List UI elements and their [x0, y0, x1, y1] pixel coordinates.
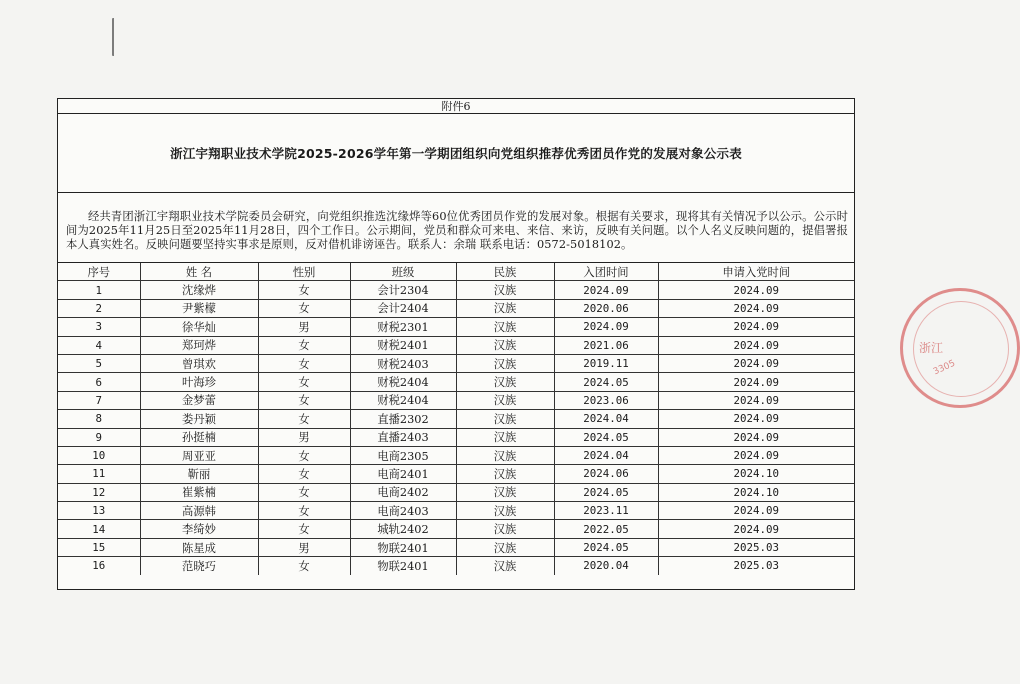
cell-class: 财税2401	[350, 336, 456, 354]
notice-paragraph: 经共青团浙江宇翔职业技术学院委员会研究，向党组织推选沈缘烨等60位优秀团员作党的发展对象。根据有关要求，现将其有关情况予以公示。公示时间为2025年11月25日至2025年11月28日，四个工作日。公示期间，党员和群众可来电、来信、来访，反映有关问题。以个人名义反映问题的，提倡署报本人真实姓名。反映问题要坚持实事求是原则，反对借机诽谤诬告。联系人：余瑞 联系电话：0572-5018102。	[58, 193, 854, 263]
cell-ethnicity: 汉族	[456, 446, 554, 464]
col-header-party-apply-date: 申请入党时间	[658, 263, 854, 281]
cell-index: 11	[58, 465, 140, 483]
cell-party-apply-date: 2025.03	[658, 538, 854, 556]
cell-ethnicity: 汉族	[456, 391, 554, 409]
page-title	[58, 114, 854, 193]
cell-league-date: 2024.05	[554, 373, 658, 391]
cell-index: 6	[58, 373, 140, 391]
cell-league-date: 2024.04	[554, 410, 658, 428]
cell-ethnicity: 汉族	[456, 520, 554, 538]
cell-class: 物联2401	[350, 557, 456, 575]
cell-ethnicity: 汉族	[456, 538, 554, 556]
cell-class: 会计2404	[350, 299, 456, 317]
cell-gender: 女	[258, 410, 350, 428]
cell-ethnicity: 汉族	[456, 373, 554, 391]
cell-name: 曾琪欢	[140, 354, 258, 372]
cell-index: 16	[58, 557, 140, 575]
cell-name: 郑珂烨	[140, 336, 258, 354]
cell-league-date: 2020.06	[554, 299, 658, 317]
table-row	[58, 557, 854, 575]
cell-party-apply-date: 2024.09	[658, 446, 854, 464]
cell-gender: 女	[258, 391, 350, 409]
cell-gender: 女	[258, 354, 350, 372]
table-row	[58, 373, 854, 391]
cell-index: 2	[58, 299, 140, 317]
table-row	[58, 538, 854, 556]
cell-name: 徐华灿	[140, 318, 258, 336]
official-seal	[900, 288, 1020, 408]
col-header-class: 班级	[350, 263, 456, 281]
table-row	[58, 391, 854, 409]
cell-ethnicity: 汉族	[456, 557, 554, 575]
cell-gender: 女	[258, 557, 350, 575]
cell-index: 14	[58, 520, 140, 538]
cell-party-apply-date: 2024.10	[658, 465, 854, 483]
col-header-ethnicity: 民族	[456, 263, 554, 281]
cell-ethnicity: 汉族	[456, 465, 554, 483]
cell-gender: 女	[258, 502, 350, 520]
cell-party-apply-date: 2024.09	[658, 428, 854, 446]
cell-index: 9	[58, 428, 140, 446]
cell-party-apply-date: 2024.10	[658, 483, 854, 501]
cell-gender: 女	[258, 520, 350, 538]
col-header-league-date: 入团时间	[554, 263, 658, 281]
cell-party-apply-date: 2024.09	[658, 373, 854, 391]
cell-index: 7	[58, 391, 140, 409]
table-row	[58, 465, 854, 483]
cell-name: 靳丽	[140, 465, 258, 483]
cell-party-apply-date: 2024.09	[658, 318, 854, 336]
cell-class: 城轨2402	[350, 520, 456, 538]
cell-league-date: 2023.06	[554, 391, 658, 409]
col-header-name: 姓 名	[140, 263, 258, 281]
col-header-index: 序号	[58, 263, 140, 281]
cell-league-date: 2022.05	[554, 520, 658, 538]
table-row	[58, 483, 854, 501]
cell-name: 范晓巧	[140, 557, 258, 575]
cell-name: 孙挺楠	[140, 428, 258, 446]
cell-class: 财税2404	[350, 373, 456, 391]
cell-name: 叶海珍	[140, 373, 258, 391]
col-header-gender: 性别	[258, 263, 350, 281]
cell-gender: 女	[258, 281, 350, 299]
cell-ethnicity: 汉族	[456, 483, 554, 501]
table-row	[58, 318, 854, 336]
cell-index: 8	[58, 410, 140, 428]
cell-league-date: 2023.11	[554, 502, 658, 520]
cell-party-apply-date: 2024.09	[658, 520, 854, 538]
cell-league-date: 2024.09	[554, 281, 658, 299]
notice-sheet	[57, 98, 855, 590]
cell-league-date: 2019.11	[554, 354, 658, 372]
cell-gender: 男	[258, 428, 350, 446]
cell-ethnicity: 汉族	[456, 281, 554, 299]
cell-league-date: 2021.06	[554, 336, 658, 354]
cell-league-date: 2024.09	[554, 318, 658, 336]
cell-ethnicity: 汉族	[456, 428, 554, 446]
cell-ethnicity: 汉族	[456, 318, 554, 336]
cell-class: 财税2403	[350, 354, 456, 372]
cell-league-date: 2024.06	[554, 465, 658, 483]
cell-gender: 女	[258, 336, 350, 354]
cell-party-apply-date: 2024.09	[658, 391, 854, 409]
cell-index: 10	[58, 446, 140, 464]
cell-ethnicity: 汉族	[456, 410, 554, 428]
cell-class: 电商2402	[350, 483, 456, 501]
cell-class: 电商2401	[350, 465, 456, 483]
seal-text: 浙江	[919, 341, 944, 355]
table-row	[58, 446, 854, 464]
cell-index: 3	[58, 318, 140, 336]
table-row	[58, 428, 854, 446]
table-row	[58, 410, 854, 428]
cell-gender: 女	[258, 483, 350, 501]
cell-class: 会计2304	[350, 281, 456, 299]
cell-party-apply-date: 2024.09	[658, 410, 854, 428]
table-row	[58, 520, 854, 538]
table-header-row	[58, 263, 854, 281]
table-row	[58, 281, 854, 299]
table-row	[58, 299, 854, 317]
cell-name: 高源韩	[140, 502, 258, 520]
cell-league-date: 2024.05	[554, 483, 658, 501]
scan-mark	[112, 18, 117, 56]
cell-party-apply-date: 2024.09	[658, 502, 854, 520]
cell-index: 15	[58, 538, 140, 556]
cell-name: 李绮妙	[140, 520, 258, 538]
cell-class: 电商2305	[350, 446, 456, 464]
cell-league-date: 2024.04	[554, 446, 658, 464]
cell-class: 直播2302	[350, 410, 456, 428]
cell-index: 1	[58, 281, 140, 299]
seal-number: 3305	[931, 358, 957, 378]
cell-index: 4	[58, 336, 140, 354]
cell-class: 直播2403	[350, 428, 456, 446]
table-body	[58, 281, 854, 575]
cell-class: 财税2404	[350, 391, 456, 409]
cell-gender: 女	[258, 299, 350, 317]
cell-party-apply-date: 2024.09	[658, 354, 854, 372]
table-row	[58, 354, 854, 372]
cell-class: 电商2403	[350, 502, 456, 520]
cell-class: 财税2301	[350, 318, 456, 336]
cell-gender: 男	[258, 318, 350, 336]
cell-name: 金梦蕾	[140, 391, 258, 409]
cell-gender: 女	[258, 465, 350, 483]
cell-gender: 女	[258, 446, 350, 464]
cell-gender: 男	[258, 538, 350, 556]
cell-index: 12	[58, 483, 140, 501]
title-text: 浙江宇翔职业技术学院2025-2026学年第一学期团组织向党组织推荐优秀团员作党的发展对象公示表	[170, 146, 742, 161]
cell-party-apply-date: 2025.03	[658, 557, 854, 575]
cell-name: 周亚亚	[140, 446, 258, 464]
cell-ethnicity: 汉族	[456, 336, 554, 354]
table-row	[58, 336, 854, 354]
cell-class: 物联2401	[350, 538, 456, 556]
cell-gender: 女	[258, 373, 350, 391]
cell-ethnicity: 汉族	[456, 502, 554, 520]
cell-name: 娄丹颖	[140, 410, 258, 428]
table-row	[58, 502, 854, 520]
cell-name: 崔紫楠	[140, 483, 258, 501]
cell-name: 沈缘烨	[140, 281, 258, 299]
cell-index: 5	[58, 354, 140, 372]
cell-name: 陈星成	[140, 538, 258, 556]
cell-ethnicity: 汉族	[456, 299, 554, 317]
cell-ethnicity: 汉族	[456, 354, 554, 372]
cell-index: 13	[58, 502, 140, 520]
cell-party-apply-date: 2024.09	[658, 299, 854, 317]
cell-league-date: 2024.05	[554, 538, 658, 556]
cell-league-date: 2024.05	[554, 428, 658, 446]
cell-name: 尹紫檬	[140, 299, 258, 317]
attachment-label: 附件6	[58, 99, 854, 114]
cell-league-date: 2020.04	[554, 557, 658, 575]
cell-party-apply-date: 2024.09	[658, 281, 854, 299]
candidate-table	[58, 263, 854, 575]
cell-party-apply-date: 2024.09	[658, 336, 854, 354]
